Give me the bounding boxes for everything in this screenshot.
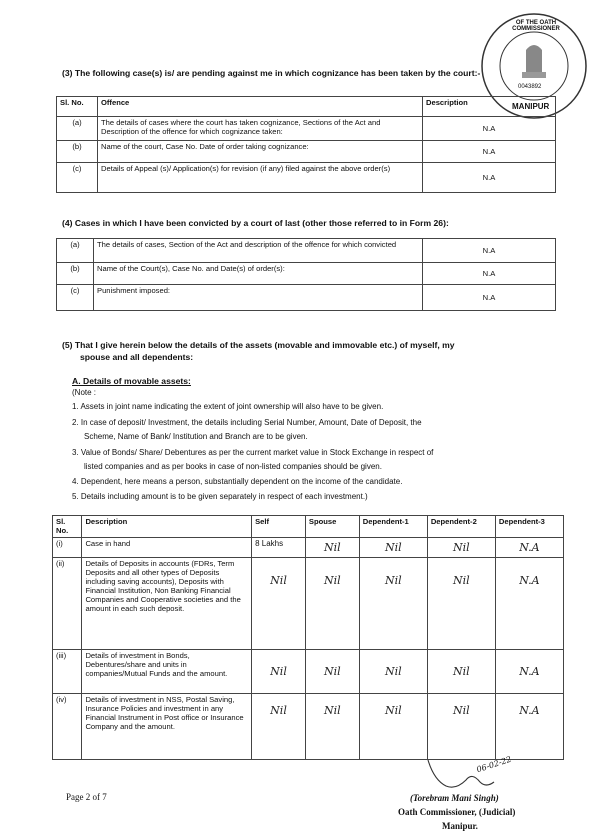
- row-sl: (ii): [53, 558, 82, 650]
- row-value: N.A: [423, 285, 556, 311]
- row-spouse: Nil: [305, 538, 359, 558]
- row-sl: (a): [57, 117, 98, 141]
- row-dependent2: Nil: [427, 538, 495, 558]
- table-row: [57, 117, 556, 141]
- section4-table: [56, 238, 556, 311]
- col-description-header: Description: [423, 97, 556, 117]
- row-dependent1: Nil: [359, 694, 427, 760]
- signature-date: 06-02-22: [475, 754, 513, 775]
- table-row: [53, 650, 564, 694]
- section3-table: [56, 96, 556, 193]
- col-spouse-header: Spouse: [305, 516, 359, 538]
- row-sl: (i): [53, 538, 82, 558]
- table-row: [57, 263, 556, 285]
- table-row: [57, 239, 556, 263]
- row-sl: (iii): [53, 650, 82, 694]
- row-value: N.A: [423, 263, 556, 285]
- row-dependent3: N.A: [495, 694, 563, 760]
- col-sl-header: Sl. No.: [53, 516, 82, 538]
- row-dependent3: N.A: [495, 558, 563, 650]
- row-description: Details of investment in NSS, Postal Saving, Insurance Policies and investment in any Financial Instrument in Post office or Insurance Company and the amount.: [82, 694, 252, 760]
- row-spouse: Nil: [305, 694, 359, 760]
- note-line: 3. Value of Bonds/ Share/ Debentures as per the current market value in Stock Exchange in respect of: [72, 448, 434, 457]
- col-dependent1-header: Dependent-1: [359, 516, 427, 538]
- row-spouse: Nil: [305, 650, 359, 694]
- row-value: N.A: [423, 239, 556, 263]
- note-line: Scheme, Name of Bank/ Institution and Branch are to be given.: [84, 432, 308, 441]
- row-sl: (iv): [53, 694, 82, 760]
- row-self: 8 Lakhs: [252, 538, 306, 558]
- row-value: N.A: [423, 163, 556, 193]
- row-dependent1: Nil: [359, 558, 427, 650]
- row-dependent3: N.A: [495, 538, 563, 558]
- note-line: 1. Assets in joint name indicating the extent of joint ownership will also have to be given.: [72, 402, 384, 411]
- row-dependent2: Nil: [427, 650, 495, 694]
- table-row: [53, 694, 564, 760]
- seal-text-bottom: MANIPUR: [512, 102, 550, 111]
- row-dependent3: N.A: [495, 650, 563, 694]
- row-sl: (b): [57, 263, 94, 285]
- section4-heading: (4) Cases in which I have been convicted by a court of last (other those referred to in Form 26):: [62, 218, 449, 228]
- row-text: The details of cases, Section of the Act and description of the offence for which convicted: [94, 239, 423, 263]
- row-text: Punishment imposed:: [94, 285, 423, 311]
- row-offence: Name of the court, Case No. Date of order taking cognizance:: [98, 141, 423, 163]
- row-sl: (c): [57, 163, 98, 193]
- note-line: 5. Details including amount is to be given separately in respect of each investment.): [72, 492, 368, 501]
- note-line: 4. Dependent, here means a person, substantially dependent on the income of the candidate.: [72, 477, 403, 486]
- movable-assets-subheading: A. Details of movable assets:: [72, 376, 191, 386]
- movable-assets-table: [52, 515, 564, 760]
- signature: [420, 752, 550, 792]
- row-offence: The details of cases where the court has taken cognizance, Sections of the Act and Description of the offence for which cognizance taken:: [98, 117, 423, 141]
- col-dependent3-header: Dependent-3: [495, 516, 563, 538]
- row-value: N.A: [423, 117, 556, 141]
- section5-heading-line1: (5) That I give herein below the details of the assets (movable and immovable etc.) of myself, my: [62, 340, 455, 350]
- section3-heading: (3) The following case(s) is/ are pending against me in which cognizance has been taken by the court:-: [62, 68, 481, 78]
- row-text: Name of the Court(s), Case No. and Date(s) of order(s):: [94, 263, 423, 285]
- row-spouse: Nil: [305, 558, 359, 650]
- commissioner-place: Manipur.: [442, 821, 478, 831]
- page-number: Page 2 of 7: [66, 792, 107, 802]
- row-self: Nil: [252, 558, 306, 650]
- row-dependent1: Nil: [359, 650, 427, 694]
- col-dependent2-header: Dependent-2: [427, 516, 495, 538]
- col-offence-header: Offence: [98, 97, 423, 117]
- seal-number: 0043892: [518, 84, 542, 90]
- row-dependent2: Nil: [427, 694, 495, 760]
- row-self: Nil: [252, 694, 306, 760]
- seal-text-top: OF THE OATH COMMISSIONER: [512, 20, 560, 32]
- row-sl: (a): [57, 239, 94, 263]
- row-description: Details of investment in Bonds, Debentures/share and units in companies/Mutual Funds and the amount.: [82, 650, 252, 694]
- table-row: [57, 285, 556, 311]
- col-description-header: Description: [82, 516, 252, 538]
- col-self-header: Self: [252, 516, 306, 538]
- note-line: 2. In case of deposit/ Investment, the details including Serial Number, Amount, Date of Deposit, the: [72, 418, 422, 427]
- table-row: [53, 558, 564, 650]
- row-dependent1: Nil: [359, 538, 427, 558]
- commissioner-name: (Torebram Mani Singh): [410, 793, 499, 803]
- row-self: Nil: [252, 650, 306, 694]
- row-value: N.A: [423, 141, 556, 163]
- col-sl-header: Sl. No.: [57, 97, 98, 117]
- row-sl: (c): [57, 285, 94, 311]
- commissioner-title: Oath Commissioner, (Judicial): [398, 807, 516, 817]
- note-line: listed companies and as per books in case of non-listed companies should be given.: [84, 462, 382, 471]
- section5-heading-line2: spouse and all dependents:: [80, 352, 194, 362]
- note-label: (Note :: [72, 388, 97, 397]
- row-dependent2: Nil: [427, 558, 495, 650]
- table-row: [57, 141, 556, 163]
- row-description: Details of Deposits in accounts (FDRs, Term Deposits and all other types of Deposits including saving accounts), Deposits with Financial Institution, Non Banking Financial Companies and Cooperative societies and the amount in each such deposit.: [82, 558, 252, 650]
- table-row: [57, 163, 556, 193]
- row-description: Case in hand: [82, 538, 252, 558]
- row-offence: Details of Appeal (s)/ Application(s) for revision (if any) filed against the above order(s): [98, 163, 423, 193]
- row-sl: (b): [57, 141, 98, 163]
- table-row: [53, 538, 564, 558]
